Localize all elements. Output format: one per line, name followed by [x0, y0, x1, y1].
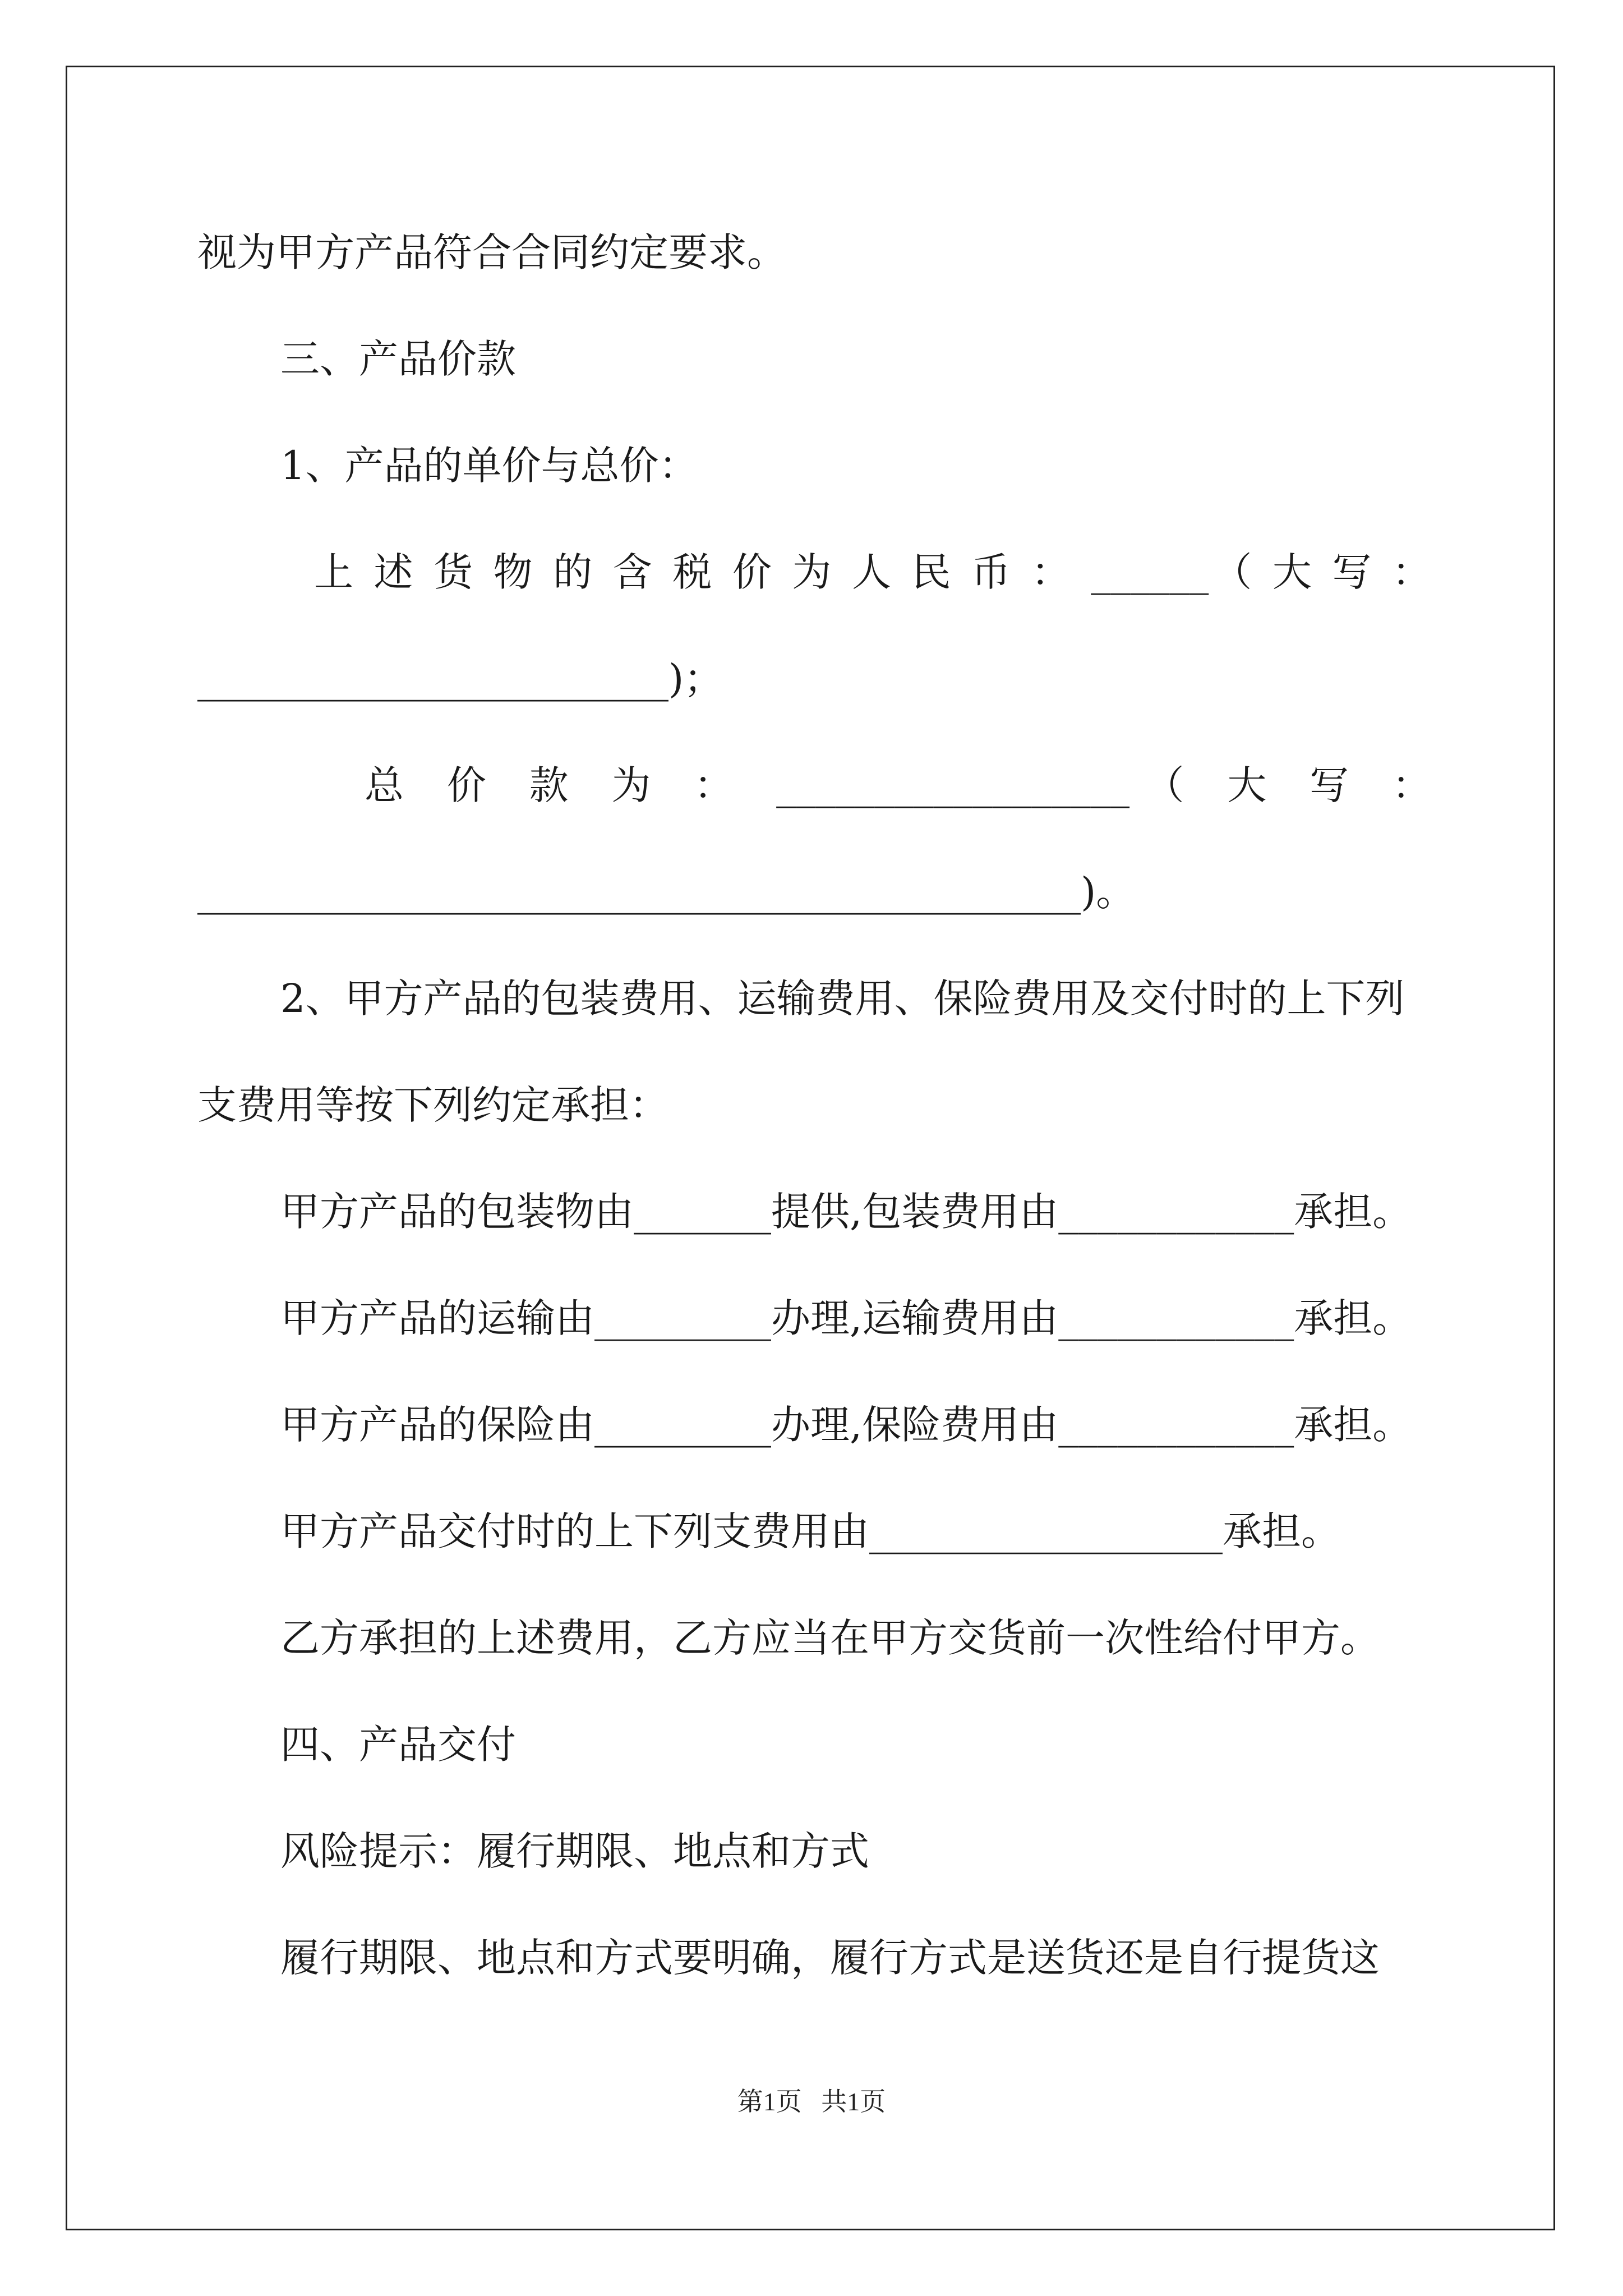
text-line-delivery-fees: 甲方产品交付时的上下列支费用由__________________承担。 [280, 1508, 1340, 1554]
text-line-tax-price-cont: ________________________)； [197, 656, 723, 702]
text-line-performance: 履行期限、地点和方式要明确，履行方式是送货还是自行提货这 [280, 1935, 1380, 1981]
text-line-transport: 甲方产品的运输由_________办理,运输费用由____________承担。 [280, 1295, 1412, 1341]
page-border [66, 66, 1555, 2230]
text-line-tax-price: 上 述 货 物 的 含 税 价 为 人 民 币 ： ______（ 大 写 ： [314, 549, 1431, 595]
subheading-unit-total-price: 1、产品的单价与总价： [280, 443, 698, 489]
text-line-total-price-cont: _____________________________________________)。 [197, 869, 1136, 915]
text-line-risk-note: 风险提示：履行期限、地点和方式 [280, 1828, 869, 1874]
text-line-insurance: 甲方产品的保险由_________办理,保险费用由____________承担。 [280, 1402, 1412, 1448]
text-line-fees: 2、甲方产品的包装费用、运输费用、保险费用及交付时的上下列 [280, 976, 1405, 1022]
text-line-1: 视为甲方产品符合合同约定要求。 [197, 229, 786, 275]
page-footer: 第1页 共1页 [737, 2087, 886, 2116]
text-line-total-price: 总 价 款 为 ： __________________（ 大 写 ： [365, 762, 1431, 808]
text-line-packaging: 甲方产品的包装物由_______提供,包装费用由____________承担。 [280, 1189, 1412, 1235]
text-line-party-b-payment: 乙方承担的上述费用，乙方应当在甲方交货前一次性给付甲方。 [280, 1615, 1380, 1661]
text-line-fees-cont: 支费用等按下列约定承担： [197, 1082, 668, 1128]
section-heading-delivery: 四、产品交付 [280, 1722, 516, 1768]
section-heading-price: 三、产品价款 [280, 336, 516, 382]
